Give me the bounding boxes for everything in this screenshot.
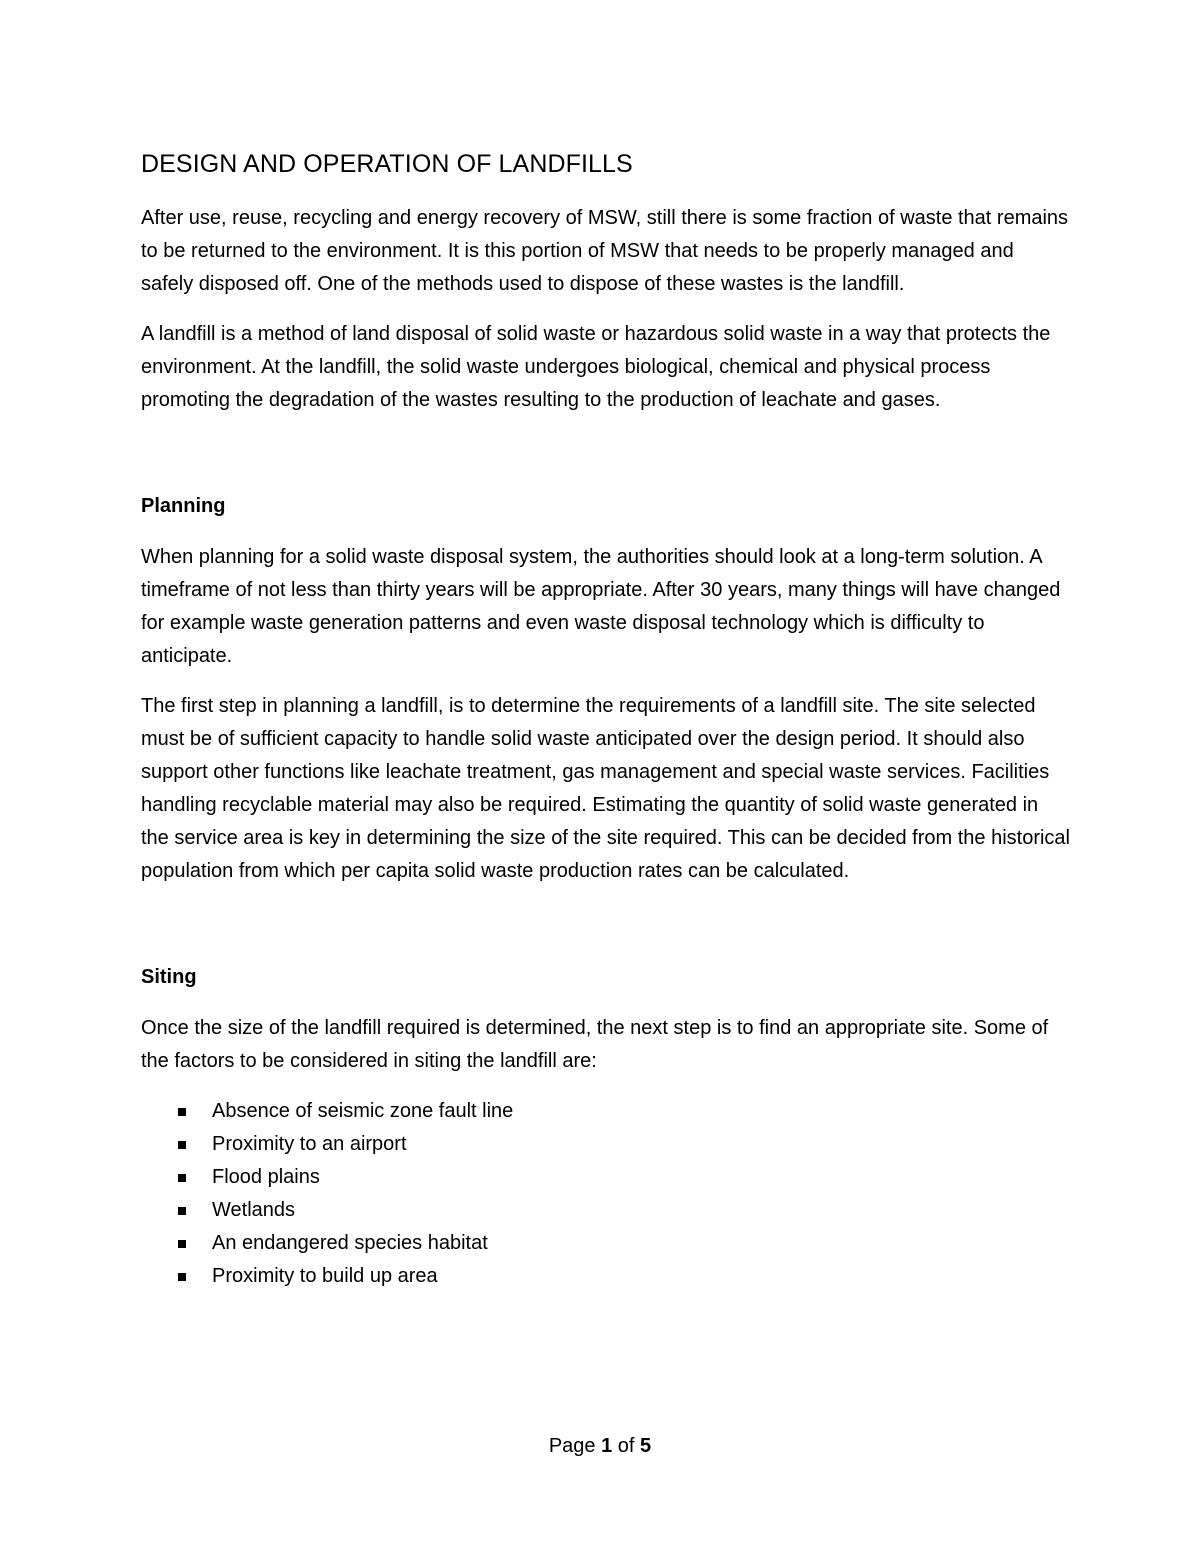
list-item: [141, 1095, 1071, 1128]
list-item-text: Absence of seismic zone fault line: [212, 1100, 514, 1122]
planning-heading: Planning: [141, 495, 226, 517]
square-bullet-icon: [178, 1108, 186, 1116]
siting-paragraph: Once the size of the landfill required is determined, the next step is to find an appropriate site. Some of the factors to be considered in siting the landfill are:: [141, 1017, 1049, 1072]
list-item: [141, 1194, 1071, 1227]
list-item-text: An endangered species habitat: [212, 1232, 488, 1254]
square-bullet-icon: [178, 1174, 186, 1182]
list-item: [141, 1161, 1071, 1194]
square-bullet-icon: [178, 1141, 186, 1149]
planning-paragraph-1: When planning for a solid waste disposal system, the authorities should look at a long-term solution. A timeframe of not less than thirty years will be appropriate. After 30 years, many things will have changed for example waste generation patterns and even waste disposal technology which is difficulty to anticipate.: [141, 546, 1061, 667]
page-content: [141, 148, 1071, 1293]
list-item: [141, 1227, 1071, 1260]
intro-paragraph-1: After use, reuse, recycling and energy recovery of MSW, still there is some fraction of waste that remains to be returned to the environment. It is this portion of MSW that needs to be properly managed and safely disposed off. One of the methods used to dispose of these wastes is the landfill.: [141, 207, 1069, 295]
intro-paragraph-2: A landfill is a method of land disposal of solid waste or hazardous solid waste in a way that protects the environment. At the landfill, the solid waste undergoes biological, chemical and physical process promoting the degradation of the wastes resulting to the production of leachate and gases.: [141, 323, 1051, 411]
square-bullet-icon: [178, 1207, 186, 1215]
list-item: [141, 1260, 1071, 1293]
section-spacer: [141, 434, 1071, 490]
list-item-text: Proximity to an airport: [212, 1133, 407, 1155]
list-item-text: Flood plains: [212, 1166, 320, 1188]
section-spacer: [141, 905, 1071, 961]
footer-current-page: 1: [601, 1435, 613, 1457]
square-bullet-icon: [178, 1273, 186, 1281]
list-item: [141, 1128, 1071, 1161]
square-bullet-icon: [178, 1240, 186, 1248]
document-title: DESIGN AND OPERATION OF LANDFILLS: [141, 150, 633, 178]
list-item-text: Wetlands: [212, 1199, 296, 1221]
footer-of-word: of: [617, 1435, 635, 1457]
siting-heading: Siting: [141, 966, 197, 988]
footer-page-word: Page: [548, 1435, 596, 1457]
page-footer: [0, 1432, 1200, 1460]
siting-factors-list: [141, 1095, 1071, 1293]
planning-paragraph-2: The first step in planning a landfill, is to determine the requirements of a landfill site. The site selected must be of sufficient capacity to handle solid waste anticipated over the design period. It should also support other functions like leachate treatment, gas management and special waste services. Facilities handling recyclable material may also be required. Estimating the quantity of solid waste generated in the service area is key in determining the size of the site required. This can be decided from the historical population from which per capita solid waste production rates can be calculated.: [141, 695, 1070, 882]
footer-total-pages: 5: [640, 1435, 652, 1457]
list-item-text: Proximity to build up area: [212, 1265, 438, 1287]
